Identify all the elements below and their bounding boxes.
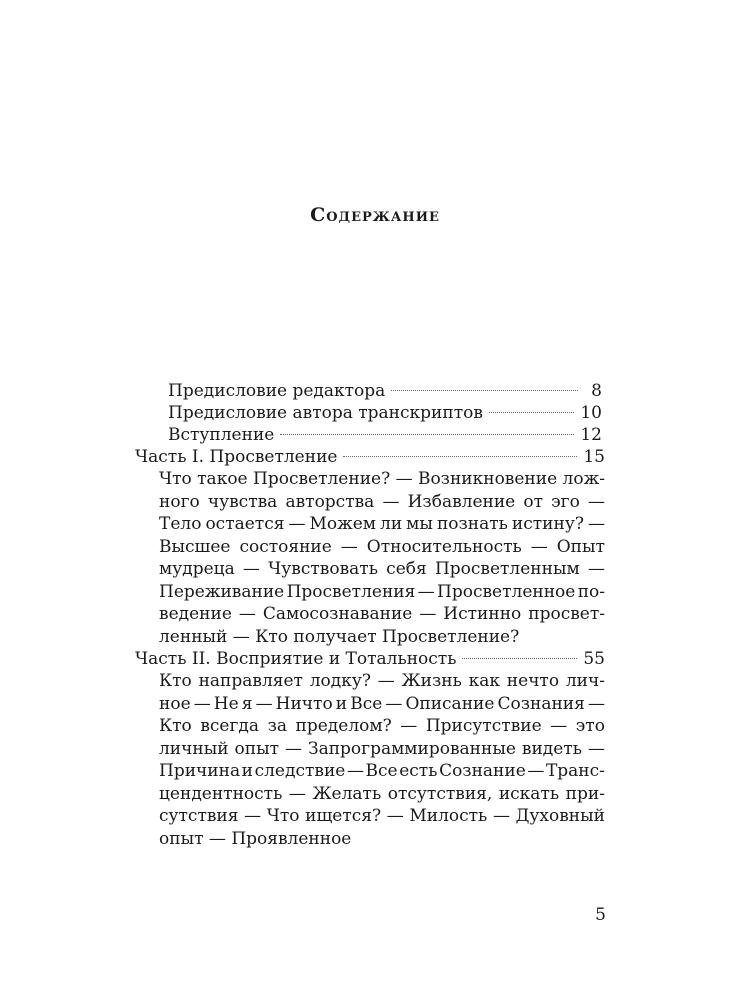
contents-word: — [377, 671, 395, 691]
toc-entry-editor-preface[interactable] [135, 380, 605, 402]
contents-word: — [193, 693, 211, 714]
contents-word: Все [350, 693, 383, 714]
toc-entry-part-1[interactable] [135, 446, 605, 468]
dot-leader [280, 433, 574, 435]
contents-word: Относительность [366, 536, 522, 557]
contents-word: есть [399, 761, 438, 781]
contents-word: Истинно [443, 604, 522, 624]
part-1-contents [135, 468, 605, 648]
contents-word: всегда [200, 716, 260, 736]
contents-word: — [208, 828, 232, 849]
contents-word: я [241, 693, 253, 714]
contents-word: — [238, 604, 256, 624]
contents-word: и [241, 761, 254, 781]
table-of-contents [135, 380, 605, 850]
contents-word: Избавление [407, 491, 516, 512]
contents-word: нечто [506, 671, 560, 691]
contents-line [159, 491, 605, 514]
contents-word: цендентность [159, 783, 283, 804]
contents-word: Желать [312, 783, 382, 804]
contents-word: Ничто [275, 693, 333, 714]
contents-word: — [232, 626, 256, 647]
contents-line [159, 670, 605, 693]
contents-word: эго [551, 491, 580, 512]
dot-leader [489, 411, 574, 413]
contents-word: Духовный [515, 806, 605, 826]
contents-word: — [492, 806, 510, 826]
contents-word: Просветление? [382, 626, 520, 647]
toc-entry-page: 8 [591, 381, 602, 401]
contents-word: истину? [511, 514, 584, 534]
contents-word: личный [159, 738, 229, 759]
page-number: 5 [595, 905, 606, 925]
contents-word: такое [197, 469, 248, 489]
toc-entry-introduction[interactable] [135, 424, 605, 446]
contents-word: — [587, 514, 605, 534]
toc-entry-page: 55 [583, 649, 605, 669]
dot-leader [462, 657, 577, 659]
contents-word: Милость [409, 806, 488, 826]
contents-word: — [340, 536, 358, 557]
contents-word: Присутствие [425, 716, 542, 736]
contents-line [159, 468, 605, 491]
toc-part-title: Часть I. Просветление [135, 447, 338, 467]
toc-entry-transcript-author-preface[interactable] [135, 402, 605, 424]
contents-line [159, 693, 605, 716]
contents-word: Тело [159, 514, 202, 534]
contents-word: и [335, 693, 348, 714]
contents-word: Запрограммированные [307, 738, 516, 759]
contents-word: мы [406, 514, 433, 534]
toc-entry-page: 12 [580, 425, 602, 445]
contents-word: сутствия [159, 806, 239, 826]
contents-word: Кто [159, 716, 192, 736]
contents-word: — [288, 783, 306, 804]
contents-word: лодку? [309, 671, 371, 691]
contents-line [159, 626, 605, 649]
contents-word: — [346, 761, 364, 781]
contents-word: авторства [285, 491, 375, 512]
toc-entry-title: Предисловие редактора [168, 381, 386, 401]
contents-word: — [386, 806, 404, 826]
contents-word: опыт [234, 738, 280, 759]
contents-line [159, 783, 605, 806]
contents-word: за [267, 716, 287, 736]
contents-word: — [285, 738, 303, 759]
contents-word: Просветление? [253, 469, 391, 489]
contents-word: как [468, 671, 501, 691]
contents-word: Переживание [159, 581, 285, 602]
contents-word: Можем [309, 514, 377, 534]
toc-entry-page: 10 [580, 403, 602, 423]
contents-word: — [587, 491, 605, 512]
toc-entry-page: 15 [583, 447, 605, 467]
contents-word: — [385, 693, 403, 714]
contents-line [159, 805, 605, 828]
toc-part-title: Часть II. Восприятие и Тотальность [135, 649, 457, 669]
contents-word: — [288, 514, 306, 534]
dot-leader [391, 389, 578, 391]
contents-word: — [255, 693, 273, 714]
contents-line [159, 558, 605, 581]
contents-word: Чувствовать [268, 559, 378, 579]
contents-word: состояние [239, 536, 332, 557]
contents-word: Просветленным [434, 559, 580, 579]
contents-word: отсутствия, [387, 783, 493, 804]
contents-word: Не [213, 693, 239, 714]
contents-word: Жизнь [401, 671, 462, 691]
contents-word: ли [380, 514, 403, 534]
contents-line [159, 715, 605, 738]
contents-word: Сознания [497, 693, 585, 714]
contents-word: — [530, 536, 548, 557]
contents-word: ленный [159, 626, 233, 647]
toc-entry-part-2[interactable] [135, 648, 605, 670]
contents-word: лож- [562, 469, 605, 489]
contents-word: — [550, 716, 568, 736]
contents-word: Причина [159, 761, 241, 781]
contents-word: ного [159, 491, 200, 512]
contents-word: по- [577, 581, 605, 602]
contents-word: Опыт [556, 536, 605, 557]
contents-word: мудреца [159, 559, 235, 579]
contents-word: — [395, 469, 413, 489]
contents-word: — [382, 491, 400, 512]
contents-word: познать [436, 514, 508, 534]
contents-word: Просветленное [437, 581, 576, 602]
contents-word: направляет [198, 671, 303, 691]
contents-word: Все [365, 761, 398, 781]
contents-word: — [417, 581, 435, 602]
contents-word: — [242, 559, 260, 579]
contents-word: Что [266, 806, 300, 826]
contents-word: Возникновение [417, 469, 558, 489]
contents-word: — [419, 604, 437, 624]
contents-word: получает [293, 626, 383, 647]
contents-word: видеть [521, 738, 582, 759]
contents-word: Самосознавание [262, 604, 413, 624]
contents-word: ное [159, 693, 191, 714]
contents-line [159, 738, 605, 761]
contents-word: пределом? [295, 716, 392, 736]
contents-word: Кто [159, 671, 192, 691]
contents-word: Что [159, 469, 192, 489]
contents-word: Сознание [439, 761, 526, 781]
contents-word: Проявленное [231, 828, 352, 849]
dot-leader [343, 455, 577, 457]
contents-word: — [587, 693, 605, 714]
contents-line [159, 828, 605, 851]
contents-word: — [244, 806, 262, 826]
contents-line [159, 536, 605, 559]
contents-word: это [575, 716, 605, 736]
contents-word: остается [205, 514, 285, 534]
part-2-contents [135, 670, 605, 850]
contents-line [159, 760, 605, 783]
toc-heading: Содержание [310, 204, 440, 226]
contents-word: ищется? [305, 806, 382, 826]
contents-word: искать [498, 783, 560, 804]
contents-word: — [587, 559, 605, 579]
contents-word: Высшее [159, 536, 231, 557]
contents-word: Транс- [545, 761, 605, 781]
contents-line [159, 581, 605, 604]
contents-word: при- [565, 783, 605, 804]
contents-word: Описание [405, 693, 495, 714]
toc-entry-title: Вступление [168, 425, 275, 445]
contents-word: себя [386, 559, 427, 579]
toc-entry-title: Предисловие автора транскриптов [168, 403, 483, 423]
contents-word: лич- [565, 671, 605, 691]
contents-word: — [527, 761, 545, 781]
contents-line [159, 603, 605, 626]
contents-word: ведение [159, 604, 232, 624]
contents-word: чувства [207, 491, 278, 512]
contents-word: опыт [159, 828, 209, 849]
contents-word: Просветления [286, 581, 416, 602]
contents-word: от [523, 491, 544, 512]
contents-line [159, 513, 605, 536]
contents-word: просвет- [528, 604, 605, 624]
contents-word: — [400, 716, 418, 736]
contents-word: Кто [255, 626, 294, 647]
contents-word: — [587, 738, 605, 759]
contents-word: следствие [254, 761, 346, 781]
